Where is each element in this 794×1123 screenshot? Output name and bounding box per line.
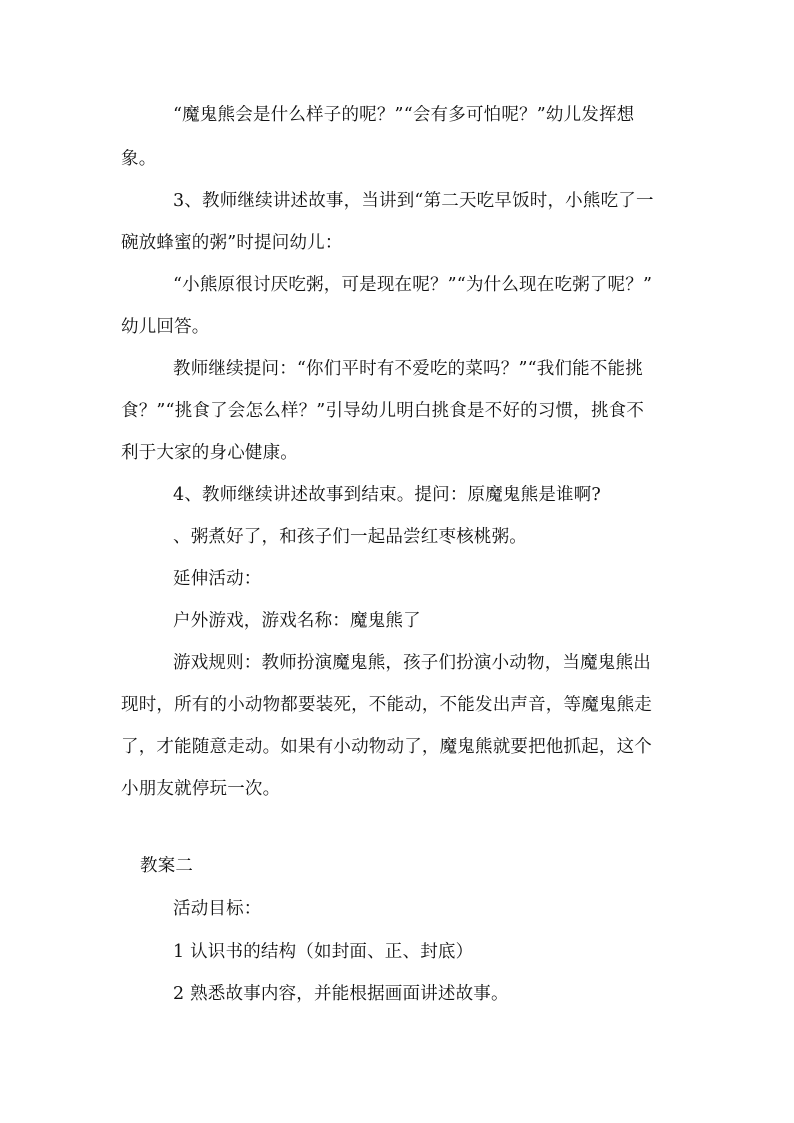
- paragraph-2-line-1: 3、教师继续讲述故事，当讲到“第二天吃早饭时，小熊吃了一: [173, 191, 654, 211]
- paragraph-8-line-1: 户外游戏，游戏名称：魔鬼熊了: [173, 611, 421, 631]
- paragraph-11-line-1: 活动目标：: [173, 899, 262, 919]
- paragraph-13-line-1: 2 熟悉故事内容，并能根据画面讲述故事。: [173, 984, 509, 1004]
- section-heading: 教案二: [140, 856, 194, 876]
- paragraph-9-line-3: 了，才能随意走动。如果有小动物动了，魔鬼熊就要把他抓起，这个: [121, 737, 652, 757]
- paragraph-4-line-2: 食？”“挑食了会怎么样？”引导幼儿明白挑食是不好的习惯，挑食不: [121, 401, 645, 421]
- paragraph-9-line-2: 现时，所有的小动物都要装死，不能动，不能发出声音，等魔鬼熊走: [121, 695, 652, 715]
- paragraph-9-line-1: 游戏规则：教师扮演魔鬼熊，孩子们扮演小动物，当魔鬼熊出: [173, 653, 651, 673]
- paragraph-7-line-1: 延伸活动：: [173, 569, 262, 589]
- paragraph-9-line-4: 小朋友就停玩一次。: [121, 779, 281, 799]
- paragraph-3-line-2: 幼儿回答。: [121, 317, 210, 337]
- paragraph-1-line-2: 象。: [121, 149, 157, 169]
- paragraph-1-line-1: “魔鬼熊会是什么样子的呢？”“会有多可怕呢？”幼儿发挥想: [173, 105, 635, 125]
- paragraph-2-line-2: 碗放蜂蜜的粥”时提问幼儿：: [121, 233, 343, 253]
- paragraph-4-line-3: 利于大家的身心健康。: [121, 443, 298, 463]
- paragraph-12-line-1: 1 认识书的结构（如封面、正、封底）: [173, 942, 474, 962]
- paragraph-4-line-1: 教师继续提问：“你们平时有不爱吃的菜吗？”“我们能不能挑: [173, 359, 643, 379]
- paragraph-5-line-1: 4、教师继续讲述故事到结束。提问：原魔鬼熊是谁啊?: [173, 485, 602, 505]
- paragraph-3-line-1: “小熊原很讨厌吃粥，可是现在呢？”“为什么现在吃粥了呢？”: [173, 275, 653, 295]
- paragraph-6-line-1: 、粥煮好了，和孩子们一起品尝红枣核桃粥。: [173, 527, 527, 547]
